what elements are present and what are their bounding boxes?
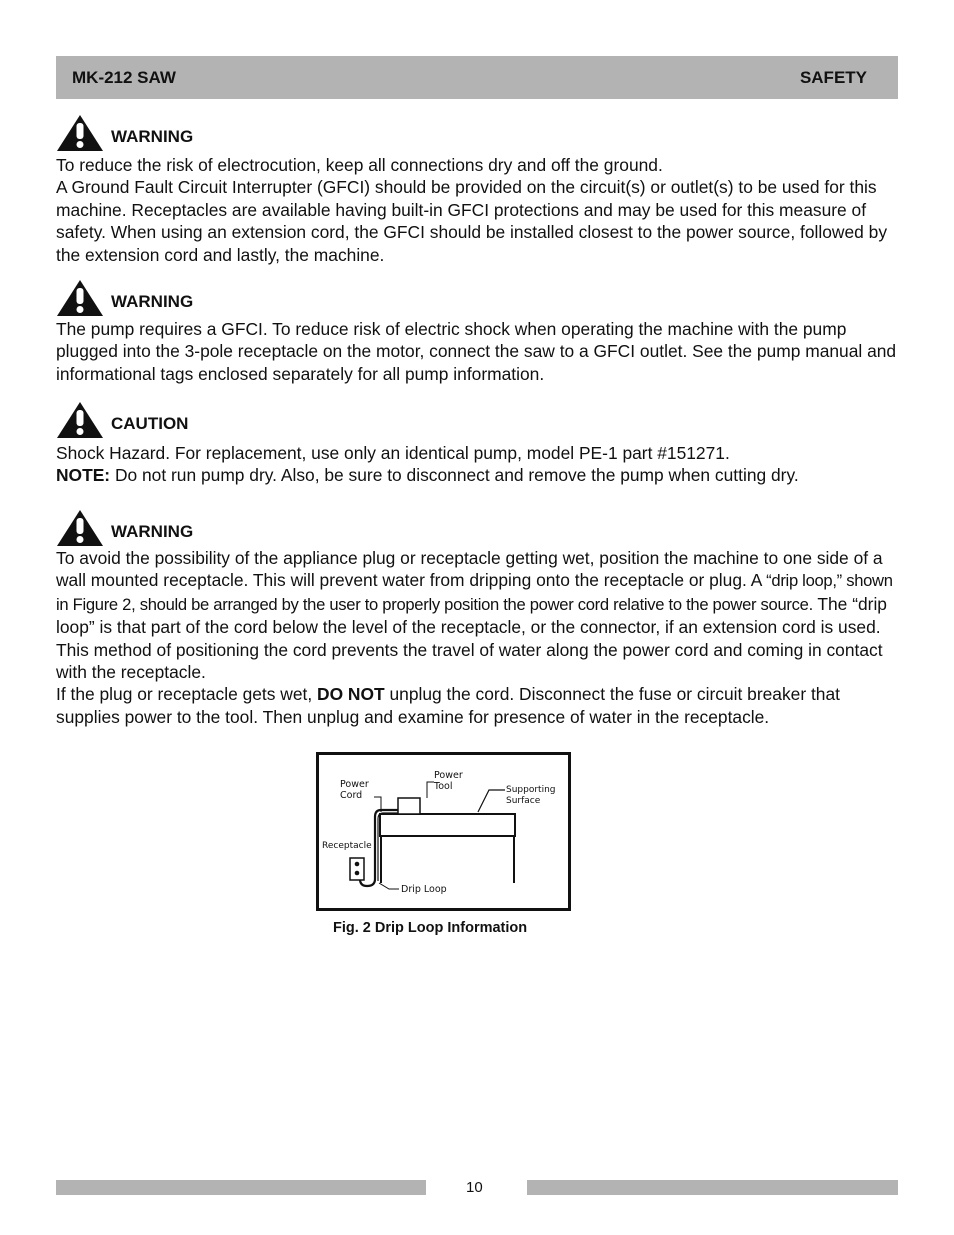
model-title: MK-212 SAW [72,68,176,87]
text-run: If the plug or receptacle gets wet, [56,684,318,705]
power-tool-box [398,798,420,814]
paragraph: A Ground Fault Circuit Interrupter (GFCI) should be provided on the circuit(s) or outlet(s) to be used for this machine. Receptacles are available having built-in GFCI protections and may be used for this measure of safety. When using an extension cord, the GFCI should be installed closest to the power source, followed by the extension cord and lastly, the machine. [56,177,888,265]
warning-triangle-icon [56,509,104,547]
note-paragraph [56,464,898,486]
label-power-cord-1: Power [340,779,369,790]
label-power-cord-2: Cord [340,790,363,801]
page-number: 10 [466,1179,483,1196]
drip-loop-diagram [319,755,568,908]
leader-supporting-surface [478,790,505,812]
label-power-tool-2: Tool [434,781,453,792]
alert-label: WARNING [111,522,194,541]
receptacle-icon [350,858,364,880]
text-run: The “drip loop” is that part of the cord below the level of the receptacle, or the connector, if an extension cord is used. This method of positioning the cord prevents the travel of water along the power cord and coming in contact with the receptacle. [56,593,887,683]
leader-power-tool [427,782,434,798]
warning-triangle-icon [56,279,104,317]
figure-caption: Fig. 2 Drip Loop Information [333,920,528,936]
warning-triangle-icon [56,114,104,152]
caution-section [56,401,898,487]
paragraph [56,683,898,728]
caution-triangle-icon [56,401,104,439]
paragraph [56,547,898,683]
alert-heading [56,509,898,547]
warning-section-2 [56,279,898,385]
do-not-emphasis: DO NOT [317,684,385,705]
text-run: “drip loop,” shown in Figure 2, should be arranged by the user to properly position the power cord relative to the power source. [56,571,893,614]
alert-label: WARNING [111,292,194,311]
section-title: SAFETY [799,68,867,87]
alert-label: WARNING [111,127,194,146]
table-top [380,814,515,836]
label-supporting-1: Supporting [506,785,556,795]
label-receptacle: Receptacle [322,841,372,851]
paragraph: To reduce the risk of electrocution, keep all connections dry and off the ground. [56,155,663,175]
warning-section-3 [56,509,898,728]
label-power-tool-1: Power [434,770,463,781]
text-run: To avoid the possibility of the appliance plug or receptacle getting wet, position the machine to one side of a wall mounted receptacle. This will prevent water from dripping onto the receptacle or plug. A [56,548,883,591]
header-bar [56,56,898,99]
drip-loop-figure [316,752,571,911]
label-drip-loop: Drip Loop [401,884,447,895]
footer-bar-left [56,1180,426,1195]
paragraph: The pump requires a GFCI. To reduce risk of electric shock when operating the machine with the pump plugged into the 3-pole receptacle on the motor, connect the saw to a GFCI outlet. See the pump manual and informational tags enclosed separately for all pump information. [56,319,897,384]
note-label: NOTE: [56,465,111,486]
alert-heading [56,114,898,152]
leader-drip-loop [379,883,399,889]
alert-heading [56,279,898,317]
alert-label: CAUTION [111,414,189,433]
alert-heading [56,401,898,439]
warning-section-1 [56,114,898,266]
label-supporting-2: Surface [506,796,541,806]
note-text: Do not run pump dry. Also, be sure to disconnect and remove the pump when cutting dry. [110,465,799,486]
paragraph: Shock Hazard. For replacement, use only an identical pump, model PE-1 part #151271. [56,443,730,463]
text-run: unplug the cord. Disconnect the fuse or circuit breaker that supplies power to the tool. Then unplug and examine for presence of water in the receptacle. [56,684,840,727]
footer-bar-right [527,1180,898,1195]
